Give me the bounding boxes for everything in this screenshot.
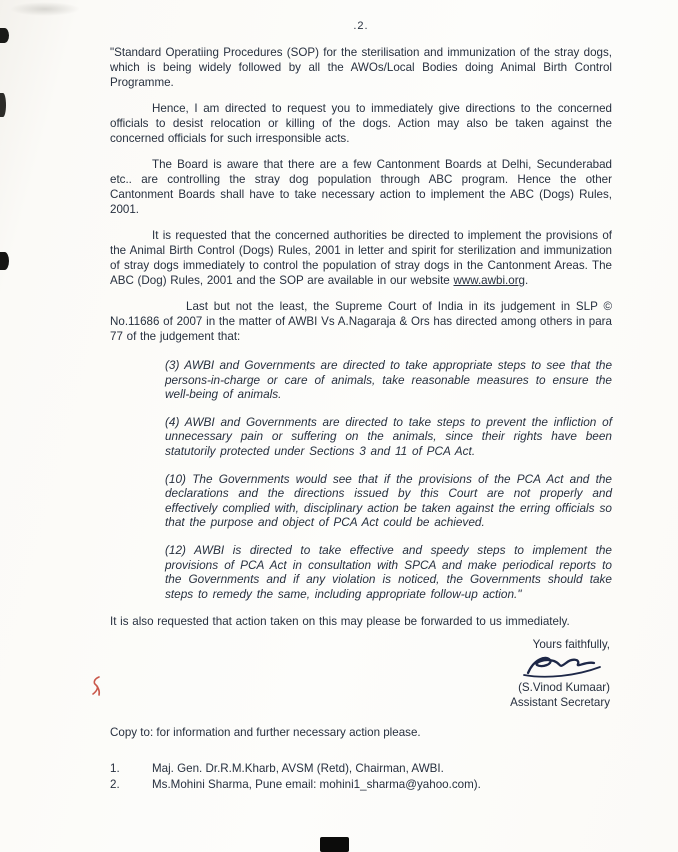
recipient-row	[110, 761, 612, 777]
para-abc-rules-text: It is requested that the concerned authorities be directed to implement the provisions of the Animal Birth Control (Dogs) Rules, 2001 in letter and spirit for sterilization and immunization of stray dogs immediately to control the population of stray dogs in the Cantonment Areas. The ABC (Dog) Rules, 2001 and the SOP are available in our website	[110, 229, 612, 287]
scan-artifact	[0, 93, 6, 117]
recipient-list	[110, 761, 612, 792]
quote-item-3: (3) AWBI and Governments are directed to take appropriate steps to see that the persons-in-charge or care of animals, take reasonable measures to ensure the well-being of animals.	[165, 358, 612, 402]
signatory-title: Assistant Secretary	[510, 696, 610, 710]
quote-item-12: (12) AWBI is directed to take effective and speedy steps to implement the provisions of PCA Act in consultation with SPCA and make periodical reports to the Governments and if any violation is noticed, the Governments should take steps to remedy the same, including appropriate follow-up action."	[165, 542, 612, 601]
recipient-number: 2.	[110, 777, 120, 791]
para-closing: It is also requested that action taken on this may please be forwarded to us immediately.	[110, 615, 570, 629]
para-directions: Hence, I am directed to request you to immediately give directions to the concerned officials to desist relocation or killing of the dogs. Action may also be taken against the concerned officials for such irresponsible acts.	[110, 102, 612, 145]
judgement-quote-block	[165, 358, 612, 601]
recipient-text: Maj. Gen. Dr.R.M.Kharb, AVSM (Retd), Chairman, AWBI.	[152, 762, 444, 776]
recipient-row	[110, 777, 612, 793]
scan-smudge	[10, 2, 80, 16]
scan-artifact	[0, 28, 9, 43]
recipient-number: 1.	[110, 762, 120, 776]
quote-item-10: (10) The Governments would see that if the provisions of the PCA Act and the declarations and the directions issued by this Court are not properly and effectively complied with, disciplinary action be taken against the erring officials so that the purpose and object of PCA Act could be achieved.	[165, 471, 612, 530]
awbi-website-link: www.awbi.org	[453, 274, 526, 287]
signatory-name: (S.Vinod Kumaar)	[518, 681, 610, 695]
salutation: Yours faithfully,	[532, 638, 610, 652]
page-number: .2.	[353, 20, 369, 32]
para-abc-rules-period: .	[525, 274, 529, 287]
scan-artifact	[320, 837, 349, 852]
signature	[110, 653, 604, 680]
quote-item-4: (4) AWBI and Governments are directed to take steps to prevent the infliction of unnecessary pain or suffering on the animals, since their rights have been statutorily protected under Sections 3 and 11 of PCA Act.	[165, 414, 612, 458]
scan-artifact	[0, 252, 9, 270]
para-abc-rules	[110, 228, 612, 288]
para-cantonment-boards: The Board is aware that there are a few Cantonment Boards at Delhi, Secunderabad etc.. are controlling the stray dog population through ABC program. Hence the other Cantonment Boards shall have to take necessary action to implement the ABC (Dogs) Rules, 2001.	[110, 158, 612, 216]
para-supreme-court: Last but not the least, the Supreme Court of India in its judgement in SLP © No.11686 of 2007 in the matter of AWBI Vs A.Nagaraja & Ors has directed among others in para 77 of the judgement that:	[110, 300, 612, 343]
red-pen-mark	[88, 674, 104, 703]
recipient-text: Ms.Mohini Sharma, Pune email: mohini1_sharma@yahoo.com).	[152, 777, 481, 791]
copy-to-line: Copy to: for information and further necessary action please.	[110, 726, 421, 740]
signoff-block	[110, 637, 610, 710]
para-sop: "Standard Operatiing Procedures (SOP) for the sterilisation and immunization of the stray dogs, which is being widely followed by all the AWOs/Local Bodies doing Animal Birth Control Programme.	[110, 46, 612, 89]
